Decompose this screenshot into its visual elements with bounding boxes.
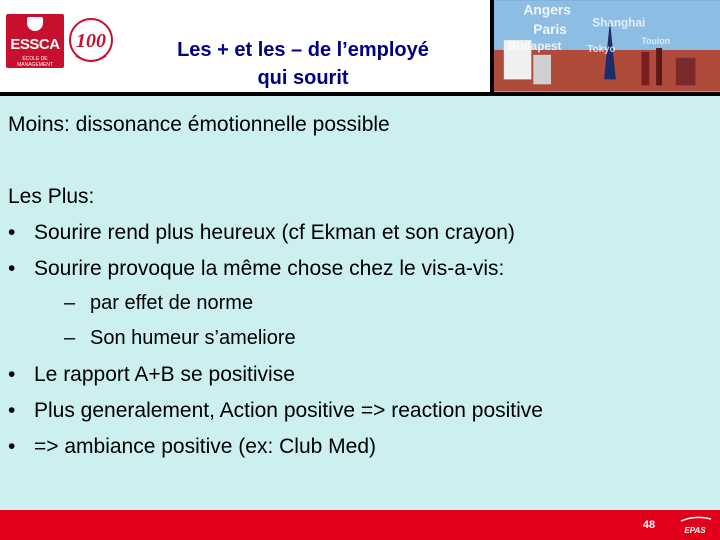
- list-item: [8, 363, 295, 387]
- bullet-icon: •: [8, 363, 16, 386]
- bullet-text: Plus generalement, Action positive => reaction positive: [34, 399, 543, 422]
- title-line-1: Les + et les – de l’employé: [177, 39, 429, 61]
- city-collage-image: [490, 0, 720, 92]
- list-item: [8, 257, 504, 281]
- bullet-text: Sourire provoque la même chose chez le vis-a-vis:: [34, 257, 505, 280]
- plus-heading: Les Plus:: [8, 185, 95, 208]
- sub-bullet-text: par effet de norme: [90, 292, 254, 314]
- bullet-icon: •: [8, 221, 16, 244]
- sub-list-item: [64, 292, 253, 315]
- bullet-icon: •: [8, 435, 16, 458]
- list-item: [8, 221, 515, 245]
- epas-logo: [673, 513, 717, 537]
- photo-word-shanghai: Shanghai: [592, 16, 646, 30]
- photo-word-budapest: Budapest: [507, 39, 562, 53]
- photo-word-toulon: Toulon: [641, 36, 671, 47]
- essca-logo: [6, 14, 64, 68]
- page-number: 48: [642, 519, 656, 531]
- anniversary-number: 100: [76, 30, 106, 52]
- slide-title: [122, 36, 484, 92]
- bullet-text: Sourire rend plus heureux (cf Ekman et son crayon): [34, 221, 515, 244]
- list-item: [8, 399, 543, 423]
- photo-word-angers: Angers: [523, 2, 571, 18]
- minus-line: Moins: dissonance émotionnelle possible: [8, 113, 390, 136]
- sub-bullet-text: Son humeur s’ameliore: [90, 327, 296, 349]
- bullet-icon: •: [8, 257, 16, 280]
- crest-icon: [27, 17, 43, 31]
- slide-footer: [0, 510, 720, 540]
- anniversary-100-logo: [68, 16, 114, 68]
- slide-header: [0, 0, 720, 94]
- bullet-icon: •: [8, 399, 16, 422]
- sub-list-item: [64, 327, 296, 350]
- essca-logo-text: ESSCA: [10, 36, 60, 53]
- dash-icon: –: [64, 292, 76, 314]
- photo-word-paris: Paris: [533, 22, 567, 38]
- photo-word-tokyo: Tokyo: [587, 43, 616, 55]
- title-line-2: qui sourit: [257, 67, 349, 89]
- dash-icon: –: [64, 327, 76, 349]
- header-divider: [0, 92, 720, 96]
- essca-logo-tagline: ÉCOLE DE MANAGEMENT: [17, 56, 53, 68]
- bullet-text: Le rapport A+B se positivise: [34, 363, 295, 386]
- list-item: [8, 435, 376, 459]
- epas-logo-text: EPAS: [684, 526, 706, 535]
- bullet-text: => ambiance positive (ex: Club Med): [34, 435, 376, 458]
